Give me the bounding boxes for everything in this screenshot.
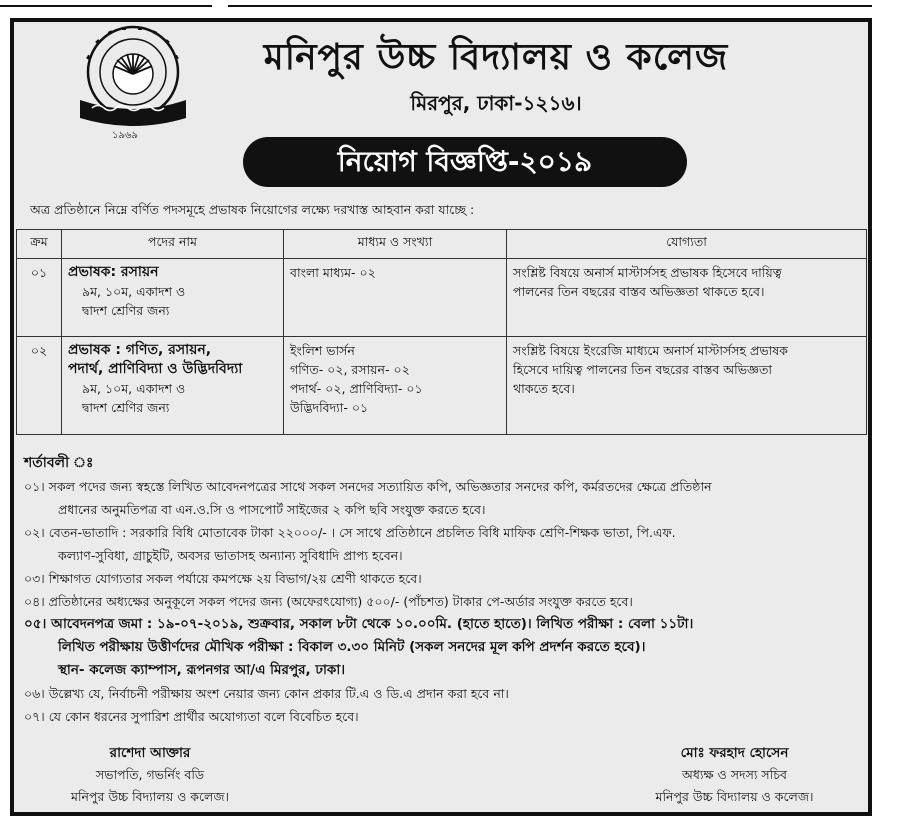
- notice-title-banner: নিয়োগ বিজ্ঞপ্তি-২০১৯: [243, 137, 687, 187]
- post-classes: দ্বাদশ শ্রেণির জন্য: [82, 400, 170, 415]
- conditions-section: [24, 452, 864, 728]
- top-divider-right: [228, 0, 872, 7]
- condition-item-venue: স্থান- কলেজ ক্যাম্পাস, রূপনগর আ/এ মিরপুর, ঢাকা।: [58, 662, 346, 678]
- post-classes: ৯ম, ১০ম, একাদশ ও: [82, 284, 186, 299]
- condition-item-cont: প্রধানের অনুমতিপত্র বা এন.ও.সি ও পাসপোর্ট সাইজের ২ কপি ছবি সংযুক্ত করতে হবে।: [58, 502, 486, 517]
- row-post-name: [62, 337, 284, 435]
- signatory-org: মনিপুর উচ্চ বিদ্যালয় ও কলেজ।: [655, 789, 814, 804]
- signatory-name: রাশেদা আক্তার: [109, 745, 191, 761]
- signatory-org: মনিপুর উচ্চ বিদ্যালয় ও কলেজ।: [71, 789, 229, 804]
- post-classes: ৯ম, ১০ম, একাদশ ও: [82, 381, 186, 396]
- signature-right: [612, 742, 857, 808]
- signatory-title: সভাপতি, গভর্নিং বডি: [95, 767, 205, 782]
- condition-item: ০৪। প্রতিষ্ঠানের অধ্যক্ষের অনুকূলে সকল পদের জন্য (অফেরৎযোগ্য) ৫০০/- (পাঁচশত) টাকার পে-অর্ডার সংযুক্ত করতে হবে।: [24, 594, 633, 609]
- header-medium-count: মাধ্যম ও সংখ্যা: [284, 230, 507, 259]
- school-address: মিরপুর, ঢাকা-১২১৬।: [410, 91, 582, 115]
- condition-item-viva: লিখিত পরীক্ষায় উত্তীর্ণদের মৌখিক পরীক্ষা : বিকাল ৩.৩০ মিনিট (সকল সনদের মূল কপি প্রদর্শন করতে হবে)।: [58, 639, 646, 655]
- qualification-line: হিসেবে দায়িত্ব পালনের তিন বছরের বাস্তব অভিজ্ঞতা: [513, 362, 772, 377]
- header-serial: ক্রম: [17, 230, 62, 259]
- qualification-line: সংশ্লিষ্ট বিষয়ে অনার্স মাস্টার্সসহ প্রভাষক হিসেবে দায়িত্ব: [513, 265, 782, 280]
- row-medium: [284, 259, 507, 337]
- intro-text: অত্র প্রতিষ্ঠানে নিম্নে বর্ণিত পদসমূহে প্রভাষক নিয়োগের লক্ষ্যে দরখাস্ত আহবান করা যাচ্ছে :: [30, 202, 475, 217]
- header-post-name: পদের নাম: [62, 230, 284, 259]
- qualification-line: সংশ্লিষ্ট বিষয়ে ইংরেজি মাধ্যমে অনার্স মাস্টার্সসহ প্রভাষক: [513, 343, 788, 358]
- qualification-line: থাকতে হবে।: [513, 381, 575, 396]
- post-classes: দ্বাদশ শ্রেণির জন্য: [82, 303, 170, 318]
- condition-item: ০১। সকল পদের জন্য স্বহস্তে লিখিত আবেদনপত্রের সাথে সকল সনদের সত্যায়িত কপি, অভিজ্ঞতার সনদের কপি, কর্মরতদের ক্ষেত্রে প্রতিষ্ঠান: [24, 479, 712, 494]
- post-title: পদার্থ, প্রাণিবিদ্যা ও উদ্ভিদবিদ্যা: [68, 361, 243, 377]
- header-qualification: যোগ্যতা: [507, 230, 867, 259]
- row-medium: [284, 337, 507, 435]
- conditions-heading: শর্তাবলী ঃ: [24, 455, 94, 471]
- signatory-name: মোঃ ফরহাদ হোসেন: [680, 745, 789, 761]
- medium-line: বাংলা মাধ্যম- ০২: [290, 265, 376, 280]
- condition-item: ০২। বেতন-ভাতাদি : সরকারি বিধি মোতাবেক টাকা ২২০০০/- । সে সাথে প্রতিষ্ঠানে প্রচলিত বিধি মাফিক শ্রেণি-শিক্ষক ভাতা, পি.এফ.: [24, 525, 676, 540]
- table-row: [17, 259, 867, 337]
- condition-item-deadline: ০৫। আবেদনপত্র জমা : ১৯-০৭-২০১৯, শুক্রবার, সকাল ৮টা থেকে ১০.০০মি. (হাতে হাতে)। লিখিত পরীক্ষা : বেলা ১১টা।: [24, 616, 694, 632]
- medium-line: ইংলিশ ভার্সন: [290, 343, 355, 358]
- condition-item: ০৭। যে কোন ধরনের সুপারিশ প্রার্থীর অযোগ্যতা বলে বিবেচিত হবে।: [24, 709, 359, 724]
- posts-table: [16, 229, 867, 435]
- row-post-name: [62, 259, 284, 337]
- condition-item-cont: কল্যাণ-সুবিধা, গ্রাচুইটি, অবসর ভাতাসহ অন্যান্য সুবিধাদি প্রাপ্য হবেন।: [58, 548, 403, 563]
- row-qualification: [507, 337, 867, 435]
- signatory-title: অধ্যক্ষ ও সদস্য সচিব: [682, 767, 787, 782]
- signature-left: [30, 742, 270, 808]
- row-serial: ০২: [17, 337, 62, 435]
- row-serial: ০১: [17, 259, 62, 337]
- post-title: প্রভাষক : গণিত, রসায়ন,: [68, 342, 212, 358]
- medium-line: উদ্ভিদবিদ্যা- ০১: [290, 400, 369, 415]
- row-qualification: [507, 259, 867, 337]
- qualification-line: পালনের তিন বছরের বাস্তব অভিজ্ঞতা থাকতে হবে।: [513, 284, 765, 299]
- school-name: মনিপুর উচ্চ বিদ্যালয় ও কলেজ: [263, 37, 729, 78]
- condition-item: ০৬। উল্লেখ্য যে, নির্বাচনী পরীক্ষায় অংশ নেয়ার জন্য কোন প্রকার টি.এ ও ডি.এ প্রদান করা হবে না।: [24, 686, 509, 701]
- school-seal-logo: [74, 22, 192, 134]
- table-header-row: [17, 230, 867, 259]
- table-row: [17, 337, 867, 435]
- medium-line: গণিত- ০২, রসায়ন- ০২: [290, 362, 410, 377]
- medium-line: পদার্থ- ০২, প্রাণিবিদ্যা- ০১: [290, 381, 423, 396]
- post-title: প্রভাষক: রসায়ন: [68, 264, 159, 280]
- logo-year: ১৯৬৯: [112, 130, 138, 141]
- condition-item: ০৩। শিক্ষাগত যোগ্যতার সকল পর্যায়ে কমপক্ষে ২য় বিভাগ/২য় শ্রেণী থাকতে হবে।: [24, 571, 422, 586]
- top-divider-left: [0, 0, 212, 7]
